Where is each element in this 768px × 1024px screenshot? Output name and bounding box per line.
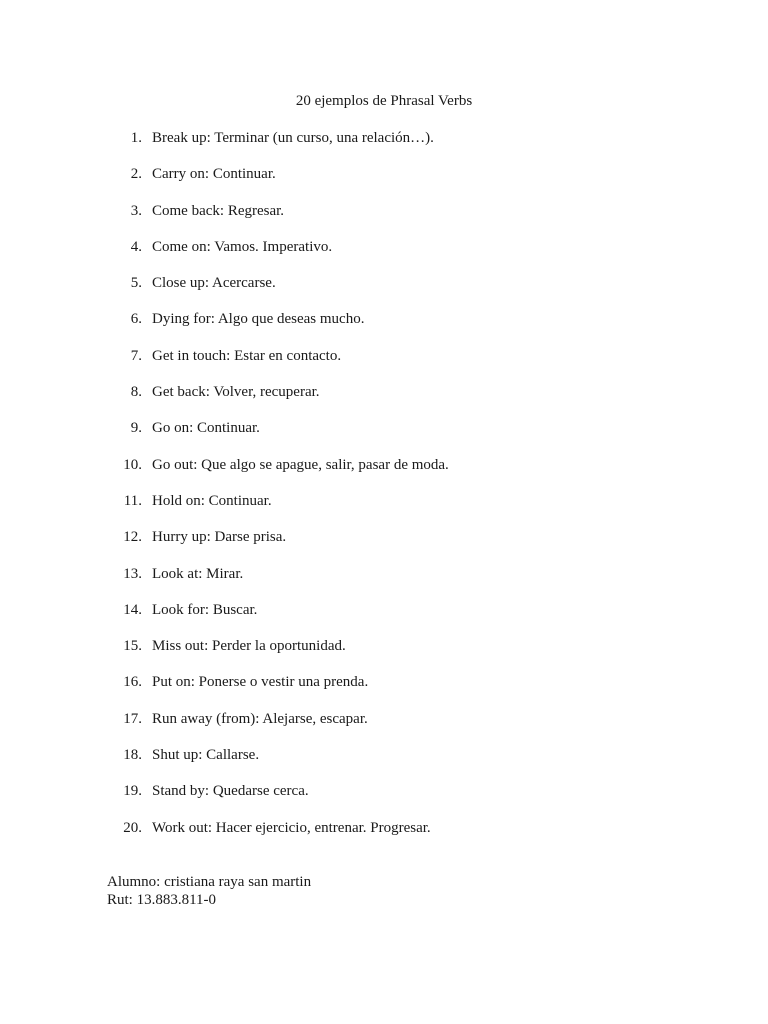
item-number: 17. xyxy=(123,710,142,727)
item-text: Look for: Buscar. xyxy=(152,601,258,618)
item-text: Come on: Vamos. Imperativo. xyxy=(152,238,333,255)
item-number: 2. xyxy=(130,166,142,183)
item-text: Go on: Continuar. xyxy=(152,420,260,437)
item-text: Run away (from): Alejarse, escapar. xyxy=(152,710,368,727)
item-text: Carry on: Continuar. xyxy=(152,166,276,183)
student-rut-line: Rut: 13.883.811-0 xyxy=(107,892,217,908)
item-number: 12. xyxy=(123,529,142,546)
item-number: 16. xyxy=(123,674,142,691)
item-number: 3. xyxy=(130,202,142,219)
item-text: Put on: Ponerse o vestir una prenda. xyxy=(152,674,369,691)
item-number: 18. xyxy=(123,747,142,764)
item-text: Get in touch: Estar en contacto. xyxy=(152,347,342,364)
item-text: Look at: Mirar. xyxy=(152,565,244,582)
item-text: Hold on: Continuar. xyxy=(152,492,272,509)
item-number: 13. xyxy=(123,565,142,582)
item-number: 6. xyxy=(130,311,142,328)
item-text: Go out: Que algo se apague, salir, pasar de moda. xyxy=(152,456,449,473)
item-text: Miss out: Perder la oportunidad. xyxy=(152,638,346,655)
item-text: Close up: Acercarse. xyxy=(152,275,276,292)
item-text: Dying for: Algo que deseas mucho. xyxy=(152,311,365,328)
item-number: 1. xyxy=(130,130,142,146)
item-text: Get back: Volver, recuperar. xyxy=(152,384,320,401)
item-text: Shut up: Callarse. xyxy=(152,747,260,764)
item-number: 4. xyxy=(130,238,142,255)
item-text: Work out: Hacer ejercicio, entrenar. Progresar. xyxy=(152,819,431,836)
item-number: 5. xyxy=(130,275,142,292)
item-number: 10. xyxy=(123,456,142,473)
item-number: 20. xyxy=(123,819,142,836)
item-number: 19. xyxy=(123,783,142,800)
item-text: Stand by: Quedarse cerca. xyxy=(152,783,309,800)
student-info xyxy=(107,873,311,909)
student-name-line: Alumno: cristiana raya san martin xyxy=(107,874,312,890)
item-number: 8. xyxy=(130,384,142,401)
item-number: 15. xyxy=(123,638,142,655)
item-number: 9. xyxy=(130,420,142,437)
item-number: 14. xyxy=(123,601,142,618)
item-number: 7. xyxy=(130,347,142,364)
item-number: 11. xyxy=(123,492,142,509)
item-text: Hurry up: Darse prisa. xyxy=(152,529,287,546)
item-text: Come back: Regresar. xyxy=(152,202,285,219)
document-title: 20 ejemplos de Phrasal Verbs xyxy=(295,93,473,109)
item-text: Break up: Terminar (un curso, una relación…). xyxy=(152,130,434,146)
